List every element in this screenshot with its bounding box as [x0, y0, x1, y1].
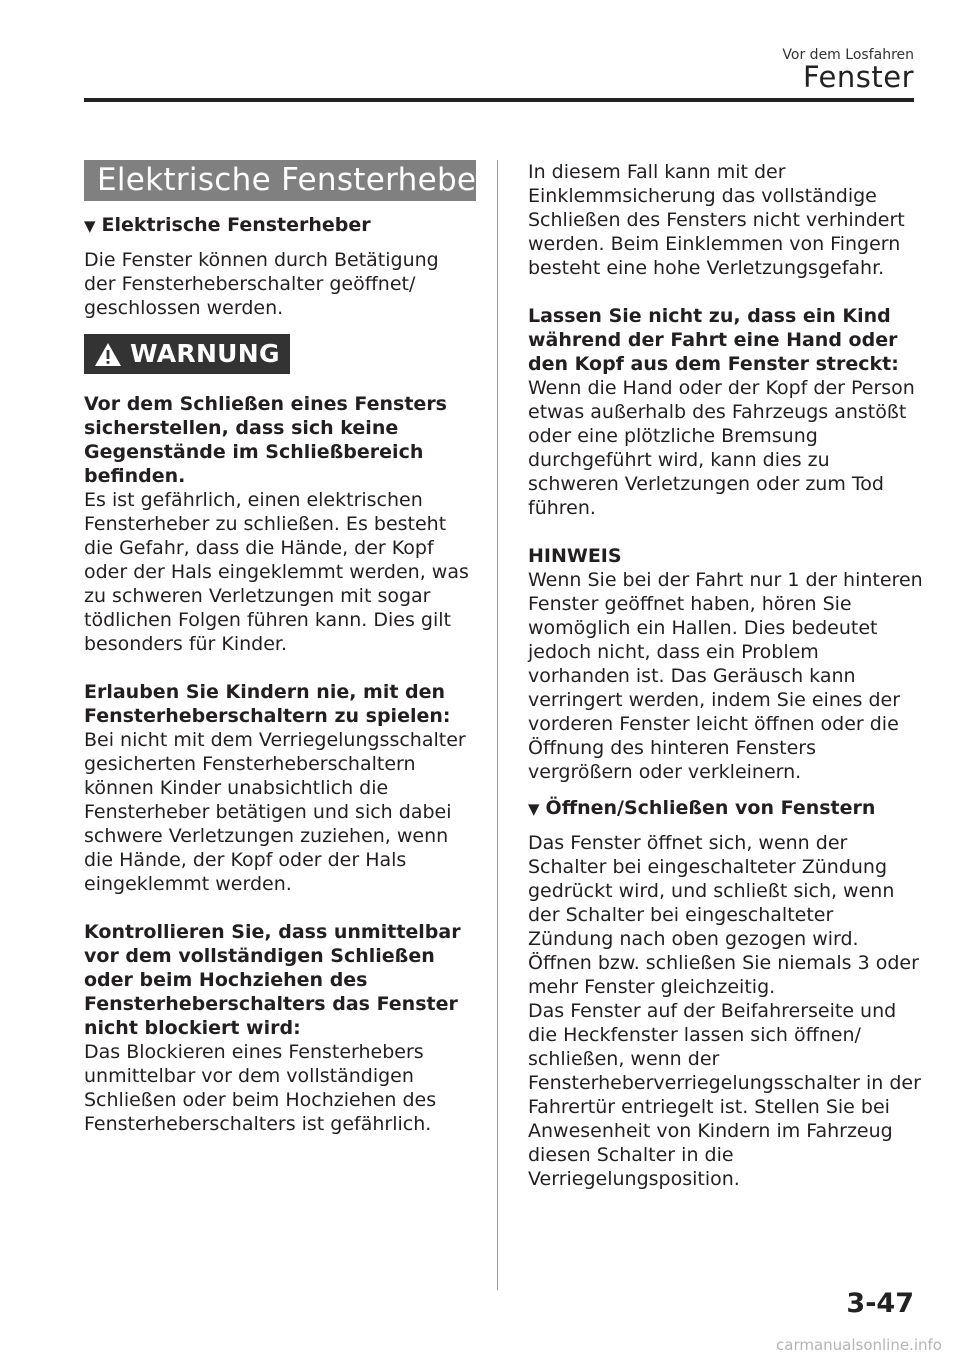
- subheading-label: Elektrische Fensterheber: [101, 214, 371, 236]
- warning-3-text: Das Blockieren eines Fensterhebers unmittelbar vor dem vollständigen Schließen oder beim Hochziehen des Fensterheberschalters ist gefährlich.: [84, 1041, 437, 1135]
- warning-block-2: [84, 680, 476, 896]
- section-title: Elektrische Fensterheber: [84, 160, 476, 201]
- note-title: HINWEIS: [528, 545, 622, 567]
- continued-text: In diesem Fall kann mit der Einklemmsicherung das vollständige Schließen des Fensters nicht verhindert werden. Beim Einklemmen von Fingern besteht eine hohe Verletzungsgefahr.: [528, 161, 905, 279]
- warning-2-text: Bei nicht mit dem Verriegelungsschalter gesicherten Fensterheberschaltern können Kinder unabsichtlich die Fensterheber betätigen und sich dabei schwere Verletzungen zuziehen, wenn die Hände, der Kopf oder der Hals eingeklemmt werden.: [84, 729, 466, 895]
- right-column: [528, 160, 923, 1191]
- triangle-down-icon: ▼: [528, 800, 540, 818]
- note-block: [528, 544, 923, 784]
- intro-text: Die Fenster können durch Betätigung der Fensterheberschalter geöffnet/ geschlossen werden.: [84, 249, 439, 319]
- watermark: carmanualsonline.info: [776, 1336, 942, 1354]
- warning-2-title: Erlauben Sie Kindern nie, mit den Fensterheberschaltern zu spielen:: [84, 681, 451, 727]
- passenger-window-text: Das Fenster auf der Beifahrerseite und die Heckfenster lassen sich öffnen/ schließen, wenn der Fensterheberverriegelungsschalter in der Fahrertür entriegelt ist. Stellen Sie bei Anwesenheit von Kindern im Fahrzeug diesen Schalter in die Verriegelungsposition.: [528, 1000, 921, 1190]
- warning-1-text: Es ist gefährlich, einen elektrischen Fensterheber zu schließen. Es besteht die Gefahr, dass die Hände, der Kopf oder der Hals eingeklemmt werden, was zu schweren Verletzungen mit sogar tödlichen Folgen führen kann. Dies gilt besonders für Kinder.: [84, 489, 469, 655]
- warning-block-1: [84, 392, 476, 656]
- warning-block-4: [528, 304, 923, 520]
- header-section-title: Vor dem Losfahren: [782, 47, 914, 63]
- warning-icon: [94, 342, 122, 367]
- warning-3-title: Kontrollieren Sie, dass unmittelbar vor dem vollständigen Schließen oder beim Hochziehen des Fensterheberschalters das Fenster nicht blockiert wird:: [84, 921, 461, 1039]
- warning-label: WARNUNG: [130, 339, 280, 368]
- header-divider: [84, 98, 914, 102]
- subheading-power-windows: [84, 213, 476, 238]
- warning-1-title: Vor dem Schließen eines Fensters sicherstellen, dass sich keine Gegenstände im Schließbereich befinden.: [84, 393, 447, 487]
- page-number: 3-47: [846, 1288, 914, 1319]
- warning-block-3: [84, 920, 476, 1136]
- left-column: [84, 160, 490, 1136]
- triangle-down-icon: ▼: [84, 217, 96, 235]
- subheading-label: Öffnen/Schließen von Fenstern: [545, 797, 876, 819]
- operation-text: Das Fenster öffnet sich, wenn der Schalter bei eingeschalteter Zündung gedrückt wird, und schließt sich, wenn der Schalter bei eingeschalteter Zündung nach oben gezogen wird. Öffnen bzw. schließen Sie niemals 3 oder mehr Fenster gleichzeitig.: [528, 832, 919, 998]
- warning-badge: [84, 334, 290, 374]
- header-chapter-title: Fenster: [802, 60, 914, 94]
- warning-4-text: Wenn die Hand oder der Kopf der Person etwas außerhalb des Fahrzeugs anstößt oder eine plötzliche Bremsung durchgeführt wird, kann dies zu schweren Verletzungen oder zum Tod führen.: [528, 377, 915, 519]
- subheading-open-close: [528, 796, 923, 821]
- note-text: Wenn Sie bei der Fahrt nur 1 der hinteren Fenster geöffnet haben, hören Sie womöglich ein Hallen. Dies bedeutet jedoch nicht, dass ein Problem vorhanden ist. Das Geräusch kann verringert werden, indem Sie eines der vorderen Fenster leicht öffnen oder die Öffnung des hinteren Fensters vergrößern oder verkleinern.: [528, 569, 923, 783]
- column-divider: [497, 160, 498, 1290]
- warning-4-title: Lassen Sie nicht zu, dass ein Kind während der Fahrt eine Hand oder den Kopf aus dem Fenster streckt:: [528, 305, 899, 375]
